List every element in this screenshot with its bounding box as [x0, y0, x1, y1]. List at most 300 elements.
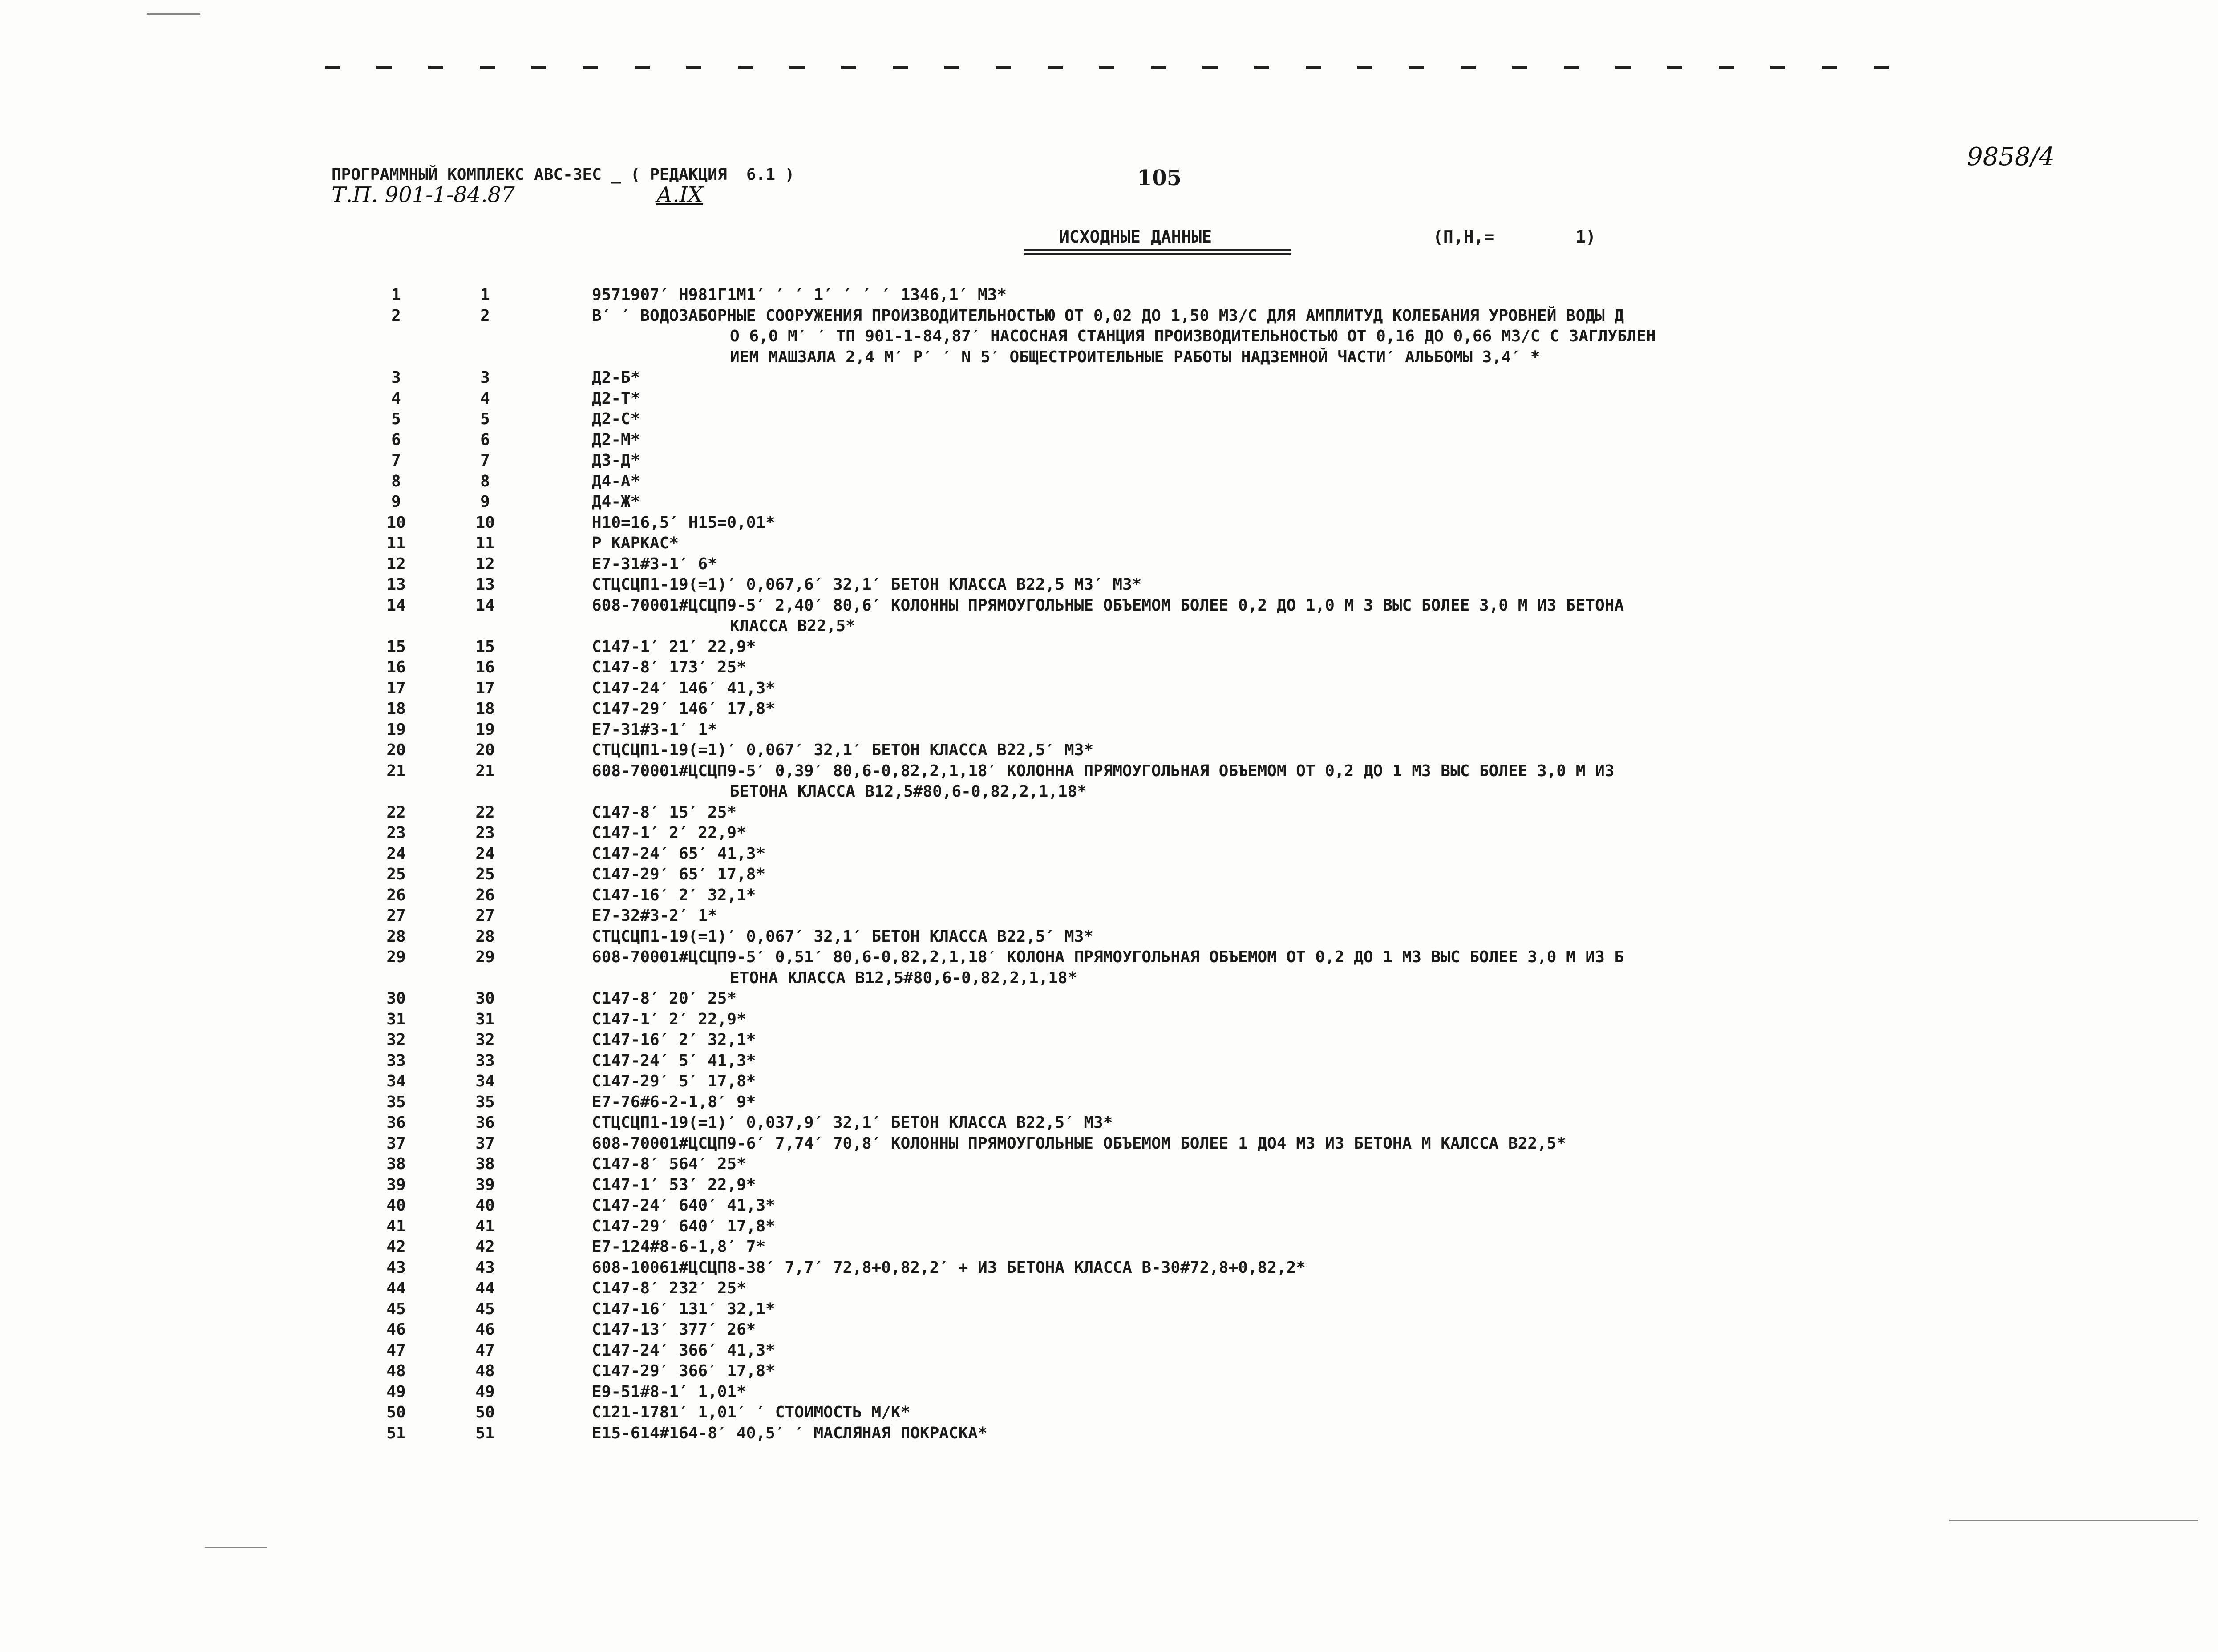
row-line: С147-8′ 232′ 25*	[592, 1279, 746, 1297]
row-index: 6	[480, 430, 490, 449]
table-row	[0, 1299, 2218, 1320]
perforation-dash	[1822, 66, 1837, 69]
scan-mark	[1949, 1520, 2198, 1521]
row-line: С147-16′ 131′ 32,1*	[592, 1300, 775, 1318]
row-continuation-line: ЕТОНА КЛАССА В12,5#80,6-0,82,2,1,18*	[730, 968, 1077, 987]
table-row	[0, 1009, 2218, 1030]
table-row	[0, 1154, 2218, 1175]
row-index: 10	[475, 513, 495, 532]
table-row	[0, 450, 2218, 471]
row-line: 608-70001#ЦСЦП9-5′ 2,40′ 80,6′ КОЛОННЫ ПРЯМОУГОЛЬНЫЕ ОБЪЕМОМ БОЛЕЕ 0,2 ДО 1,0 М 3 ВЫС БОЛЕЕ 3,0 М ИЗ БЕТОНА	[592, 596, 1624, 615]
perforation-dash	[1667, 66, 1682, 69]
table-row	[0, 285, 2218, 306]
row-number: 21	[386, 761, 406, 780]
table-row	[0, 1071, 2218, 1092]
perforation-dash	[1202, 66, 1218, 69]
row-index: 20	[475, 741, 495, 759]
perforation-dash	[583, 66, 598, 69]
perforation-dash	[738, 66, 753, 69]
row-index: 18	[475, 700, 495, 718]
row-index: 27	[475, 907, 495, 925]
row-number: 50	[386, 1403, 406, 1421]
perforation-dash	[1099, 66, 1114, 69]
row-number: 18	[386, 700, 406, 718]
row-content	[592, 657, 1945, 678]
scan-mark	[205, 1547, 267, 1548]
row-content	[592, 802, 1945, 823]
perforation-dash	[1874, 66, 1889, 69]
row-number: 14	[386, 596, 406, 615]
row-line: С121-1781′ 1,01′ ′ СТОИМОСТЬ М/К*	[592, 1403, 911, 1421]
perforation-dash	[686, 66, 701, 69]
row-number: 15	[386, 637, 406, 656]
row-number: 38	[386, 1155, 406, 1173]
row-content	[592, 927, 1945, 947]
row-index: 25	[475, 865, 495, 883]
row-index: 43	[475, 1258, 495, 1277]
perforation-dash	[531, 66, 546, 69]
row-index: 21	[475, 761, 495, 780]
row-number: 25	[386, 865, 406, 883]
table-row	[0, 306, 2218, 368]
parameter-spec: (П,Н,= 1)	[1433, 227, 1596, 247]
table-row	[0, 554, 2218, 575]
row-number: 22	[386, 803, 406, 822]
row-content	[592, 492, 1945, 513]
table-row	[0, 864, 2218, 885]
row-number: 36	[386, 1113, 406, 1132]
row-index: 38	[475, 1155, 495, 1173]
row-number: 27	[386, 907, 406, 925]
table-row	[0, 927, 2218, 947]
row-content	[592, 409, 1945, 430]
row-line: С147-24′ 65′ 41,3*	[592, 844, 766, 863]
row-line: Д3-Д*	[592, 451, 640, 470]
row-index: 39	[475, 1175, 495, 1194]
row-line: 9571907′ Н981Г1М1′ ′ ′ 1′ ′ ′ ′ 1346,1′ М3*	[592, 286, 1007, 304]
table-row	[0, 761, 2218, 802]
row-index: 29	[475, 948, 495, 966]
row-line: СТЦСЦП1-19(=1)′ 0,067′ 32,1′ БЕТОН КЛАССА В22,5′ М3*	[592, 927, 1094, 946]
perforation-dash	[428, 66, 443, 69]
table-row	[0, 389, 2218, 409]
row-content	[592, 1423, 1945, 1444]
row-index: 45	[475, 1300, 495, 1318]
table-row	[0, 823, 2218, 844]
table-row	[0, 1320, 2218, 1340]
table-row	[0, 906, 2218, 927]
table-row	[0, 595, 2218, 637]
row-content	[592, 1278, 1945, 1299]
perforation-dash	[1254, 66, 1269, 69]
row-line: С147-24′ 640′ 41,3*	[592, 1196, 775, 1215]
row-index: 48	[475, 1362, 495, 1380]
row-line: С147-1′ 53′ 22,9*	[592, 1175, 756, 1194]
perforation-dash	[944, 66, 959, 69]
table-row	[0, 471, 2218, 492]
row-line: Д4-А*	[592, 472, 640, 490]
row-index: 3	[480, 368, 490, 387]
row-index: 51	[475, 1424, 495, 1442]
row-line: Р КАРКАС*	[592, 534, 679, 552]
row-index: 47	[475, 1341, 495, 1360]
row-line: С147-1′ 2′ 22,9*	[592, 824, 746, 842]
table-row	[0, 1051, 2218, 1072]
handwritten-album-number: А.IX	[656, 182, 703, 207]
row-number: 44	[386, 1279, 406, 1297]
page-number: 105	[1137, 166, 1182, 190]
row-number: 37	[386, 1134, 406, 1153]
row-content	[592, 1258, 1945, 1279]
row-index: 37	[475, 1134, 495, 1153]
row-content	[592, 430, 1945, 451]
perforation-dash	[480, 66, 495, 69]
row-number: 12	[386, 555, 406, 573]
perforation-dash	[1512, 66, 1527, 69]
row-line: С147-16′ 2′ 32,1*	[592, 886, 756, 904]
row-content	[592, 1009, 1945, 1030]
row-number: 43	[386, 1258, 406, 1277]
row-line: СТЦСЦП1-19(=1)′ 0,067,6′ 32,1′ БЕТОН КЛАССА В22,5 М3′ М3*	[592, 575, 1142, 594]
row-line: С147-8′ 20′ 25*	[592, 989, 737, 1008]
program-header: ПРОГРАММНЫЙ КОМПЛЕКС АВС-3ЕС _ ( РЕДАКЦИЯ 6.1 )	[332, 166, 795, 184]
perforation-dashes	[325, 66, 1927, 75]
row-number: 1	[391, 286, 401, 304]
row-content	[592, 1195, 1945, 1216]
row-line: С147-16′ 2′ 32,1*	[592, 1031, 756, 1049]
row-content	[592, 906, 1945, 927]
row-index: 15	[475, 637, 495, 656]
row-content	[592, 368, 1945, 389]
row-index: 24	[475, 844, 495, 863]
perforation-dash	[789, 66, 805, 69]
row-content	[592, 947, 1945, 988]
row-content	[592, 1340, 1945, 1361]
row-index: 7	[480, 451, 490, 470]
perforation-dash	[841, 66, 856, 69]
row-number: 17	[386, 679, 406, 697]
table-row	[0, 1382, 2218, 1403]
row-index: 34	[475, 1072, 495, 1090]
row-index: 31	[475, 1010, 495, 1028]
row-line: СТЦСЦП1-19(=1)′ 0,037,9′ 32,1′ БЕТОН КЛАССА В22,5′ М3*	[592, 1113, 1113, 1132]
row-number: 8	[391, 472, 401, 490]
row-index: 30	[475, 989, 495, 1008]
row-index: 33	[475, 1051, 495, 1070]
row-number: 39	[386, 1175, 406, 1194]
row-line: 608-70001#ЦСЦП9-5′ 0,39′ 80,6-0,82,2,1,18′ КОЛОННА ПРЯМОУГОЛЬНАЯ ОБЪЕМОМ ОТ 0,2 ДО 1 М3 ВЫС БОЛЕЕ 3,0 М ИЗ	[592, 761, 1615, 780]
row-content	[592, 575, 1945, 595]
row-line: Е7-31#3-1′ 6*	[592, 555, 717, 573]
row-number: 35	[386, 1093, 406, 1111]
perforation-dash	[1409, 66, 1424, 69]
perforation-dash	[1048, 66, 1063, 69]
row-index: 13	[475, 575, 495, 594]
row-content	[592, 1216, 1945, 1237]
row-content	[592, 1361, 1945, 1382]
row-content	[592, 389, 1945, 409]
perforation-dash	[325, 66, 340, 69]
row-content	[592, 720, 1945, 741]
row-number: 29	[386, 948, 406, 966]
row-line: С147-29′ 640′ 17,8*	[592, 1217, 775, 1235]
row-number: 34	[386, 1072, 406, 1090]
handwritten-corner-number: 9858/4	[1967, 142, 2055, 171]
perforation-dash	[635, 66, 650, 69]
row-index: 35	[475, 1093, 495, 1111]
table-row	[0, 802, 2218, 823]
row-line: С147-24′ 366′ 41,3*	[592, 1341, 775, 1360]
row-content	[592, 988, 1945, 1009]
row-line: С147-24′ 5′ 41,3*	[592, 1051, 756, 1070]
row-content	[592, 533, 1945, 554]
row-content	[592, 1092, 1945, 1113]
table-row	[0, 1278, 2218, 1299]
row-number: 48	[386, 1362, 406, 1380]
row-continuation-line: ИЕМ МАШЗАЛА 2,4 М′ Р′ ′ N 5′ ОБЩЕСТРОИТЕЛЬНЫЕ РАБОТЫ НАДЗЕМНОЙ ЧАСТИ′ АЛЬБОМЫ 3,4′ *	[730, 348, 1540, 366]
row-number: 5	[391, 410, 401, 428]
row-content	[592, 595, 1945, 637]
row-content	[592, 1237, 1945, 1258]
row-number: 11	[386, 534, 406, 552]
table-row	[0, 492, 2218, 513]
table-row	[0, 1175, 2218, 1196]
row-content	[592, 864, 1945, 885]
row-content	[592, 1071, 1945, 1092]
table-row	[0, 368, 2218, 389]
row-index: 44	[475, 1279, 495, 1297]
table-row	[0, 988, 2218, 1009]
row-line: С147-13′ 377′ 26*	[592, 1320, 756, 1339]
perforation-dash	[996, 66, 1011, 69]
table-row	[0, 1361, 2218, 1382]
row-line: С147-29′ 65′ 17,8*	[592, 865, 766, 883]
row-content	[592, 1320, 1945, 1340]
row-continuation-line: БЕТОНА КЛАССА В12,5#80,6-0,82,2,1,18*	[730, 782, 1087, 801]
table-row	[0, 637, 2218, 658]
row-line: С147-29′ 366′ 17,8*	[592, 1362, 775, 1380]
row-index: 8	[480, 472, 490, 490]
table-row	[0, 513, 2218, 534]
row-number: 24	[386, 844, 406, 863]
row-number: 41	[386, 1217, 406, 1235]
row-index: 28	[475, 927, 495, 946]
row-line: С147-24′ 146′ 41,3*	[592, 679, 775, 697]
row-content	[592, 699, 1945, 720]
row-index: 14	[475, 596, 495, 615]
table-row	[0, 1113, 2218, 1134]
row-number: 3	[391, 368, 401, 387]
row-line: 608-70001#ЦСЦП9-5′ 0,51′ 80,6-0,82,2,1,18′ КОЛОНА ПРЯМОУГОЛЬНАЯ ОБЪЕМОМ ОТ 0,2 ДО 1 М3 ВЫС БОЛЕЕ 3,0 М ИЗ Б	[592, 948, 1624, 966]
row-content	[592, 885, 1945, 906]
table-row	[0, 1423, 2218, 1444]
row-index: 16	[475, 658, 495, 676]
table-row	[0, 575, 2218, 595]
row-number: 28	[386, 927, 406, 946]
row-index: 41	[475, 1217, 495, 1235]
row-line: С147-1′ 2′ 22,9*	[592, 1010, 746, 1028]
row-line: 608-70001#ЦСЦП9-6′ 7,74′ 70,8′ КОЛОННЫ ПРЯМОУГОЛЬНЫЕ ОБЪЕМОМ БОЛЕЕ 1 ДО4 М3 ИЗ БЕТОНА М КАЛССА В22,5*	[592, 1134, 1566, 1153]
table-row	[0, 885, 2218, 906]
row-index: 4	[480, 389, 490, 408]
row-line: Е7-32#3-2′ 1*	[592, 907, 717, 925]
table-row	[0, 1216, 2218, 1237]
row-line: 608-10061#ЦСЦП8-38′ 7,7′ 72,8+0,82,2′ + ИЗ БЕТОНА КЛАССА В-30#72,8+0,82,2*	[592, 1258, 1306, 1277]
row-index: 1	[480, 286, 490, 304]
row-line: Д2-М*	[592, 430, 640, 449]
row-content	[592, 678, 1945, 699]
row-content	[592, 1175, 1945, 1196]
perforation-dash	[1564, 66, 1579, 69]
table-row	[0, 657, 2218, 678]
row-line: В′ ′ ВОДОЗАБОРНЫЕ СООРУЖЕНИЯ ПРОИЗВОДИТЕЛЬНОСТЬЮ ОТ 0,02 ДО 1,50 М3/С ДЛЯ АМПЛИТУД КОЛЕБАНИЯ УРОВНЕЙ ВОДЫ Д	[592, 306, 1624, 325]
row-content	[592, 285, 1945, 306]
row-content	[592, 1113, 1945, 1134]
row-line: Е7-76#6-2-1,8′ 9*	[592, 1093, 756, 1111]
perforation-dash	[1306, 66, 1321, 69]
table-row	[0, 844, 2218, 865]
row-content	[592, 471, 1945, 492]
row-number: 40	[386, 1196, 406, 1215]
table-row	[0, 1134, 2218, 1154]
row-index: 26	[475, 886, 495, 904]
row-content	[592, 1154, 1945, 1175]
table-row	[0, 1237, 2218, 1258]
row-content	[592, 761, 1945, 802]
row-index: 23	[475, 824, 495, 842]
row-line: С147-8′ 564′ 25*	[592, 1155, 746, 1173]
row-line: Е7-124#8-6-1,8′ 7*	[592, 1238, 766, 1256]
row-content	[592, 450, 1945, 471]
row-number: 19	[386, 720, 406, 739]
table-row	[0, 1258, 2218, 1279]
table-row	[0, 720, 2218, 741]
row-index: 40	[475, 1196, 495, 1215]
row-index: 2	[480, 306, 490, 325]
row-number: 47	[386, 1341, 406, 1360]
row-number: 33	[386, 1051, 406, 1070]
table-row	[0, 1092, 2218, 1113]
table-row	[0, 409, 2218, 430]
perforation-dash	[1461, 66, 1476, 69]
row-line: СТЦСЦП1-19(=1)′ 0,067′ 32,1′ БЕТОН КЛАССА В22,5′ М3*	[592, 741, 1094, 759]
row-index: 50	[475, 1403, 495, 1421]
row-number: 9	[391, 493, 401, 511]
perforation-dash	[1357, 66, 1372, 69]
row-number: 2	[391, 306, 401, 325]
perforation-dash	[1151, 66, 1166, 69]
row-index: 42	[475, 1238, 495, 1256]
row-line: С147-29′ 5′ 17,8*	[592, 1072, 756, 1090]
row-content	[592, 1382, 1945, 1403]
data-rows	[0, 285, 2218, 1444]
title-underline	[1024, 249, 1291, 255]
row-content	[592, 1051, 1945, 1072]
row-number: 6	[391, 430, 401, 449]
row-index: 11	[475, 534, 495, 552]
row-line: С147-29′ 146′ 17,8*	[592, 700, 775, 718]
perforation-dash	[1770, 66, 1785, 69]
row-index: 49	[475, 1382, 495, 1401]
perforation-dash	[893, 66, 908, 69]
row-index: 36	[475, 1113, 495, 1132]
row-line: Е9-51#8-1′ 1,01*	[592, 1382, 746, 1401]
perforation-dash	[1615, 66, 1631, 69]
row-number: 45	[386, 1300, 406, 1318]
table-row	[0, 947, 2218, 988]
row-number: 32	[386, 1031, 406, 1049]
row-number: 46	[386, 1320, 406, 1339]
row-continuation-line: КЛАССА В22,5*	[730, 617, 855, 635]
table-row	[0, 1030, 2218, 1051]
row-index: 32	[475, 1031, 495, 1049]
table-row	[0, 1340, 2218, 1361]
row-content	[592, 513, 1945, 534]
row-number: 16	[386, 658, 406, 676]
table-row	[0, 430, 2218, 451]
row-index: 9	[480, 493, 490, 511]
row-line: Д2-Б*	[592, 368, 640, 387]
row-line: С147-8′ 173′ 25*	[592, 658, 746, 676]
row-number: 4	[391, 389, 401, 408]
row-index: 22	[475, 803, 495, 822]
row-line: С147-8′ 15′ 25*	[592, 803, 737, 822]
row-number: 10	[386, 513, 406, 532]
row-index: 17	[475, 679, 495, 697]
row-line: Д4-Ж*	[592, 493, 640, 511]
row-number: 31	[386, 1010, 406, 1028]
row-content	[592, 637, 1945, 658]
row-line: С147-1′ 21′ 22,9*	[592, 637, 756, 656]
row-number: 30	[386, 989, 406, 1008]
perforation-dash	[376, 66, 392, 69]
row-content	[592, 1299, 1945, 1320]
scan-mark	[147, 13, 200, 15]
row-index: 19	[475, 720, 495, 739]
row-content	[592, 554, 1945, 575]
row-content	[592, 1402, 1945, 1423]
row-number: 49	[386, 1382, 406, 1401]
row-line: Е7-31#3-1′ 1*	[592, 720, 717, 739]
row-line: Н10=16,5′ Н15=0,01*	[592, 513, 775, 532]
table-row	[0, 699, 2218, 720]
row-line: Е15-614#164-8′ 40,5′ ′ МАСЛЯНАЯ ПОКРАСКА*	[592, 1424, 988, 1442]
row-number: 42	[386, 1238, 406, 1256]
row-number: 20	[386, 741, 406, 759]
row-index: 5	[480, 410, 490, 428]
row-number: 26	[386, 886, 406, 904]
row-number: 7	[391, 451, 401, 470]
row-index: 12	[475, 555, 495, 573]
document-title: ИСХОДНЫЕ ДАННЫЕ	[1059, 227, 1212, 247]
perforation-dash	[1719, 66, 1734, 69]
row-content	[592, 1030, 1945, 1051]
table-row	[0, 1195, 2218, 1216]
row-number: 23	[386, 824, 406, 842]
row-continuation-line: О 6,0 М′ ′ ТП 901-1-84,87′ НАСОСНАЯ СТАНЦИЯ ПРОИЗВОДИТЕЛЬНОСТЬЮ ОТ 0,16 ДО 0,66 М3/С С ЗАГЛУБЛЕН	[730, 327, 1656, 345]
table-row	[0, 533, 2218, 554]
handwritten-project-code: Т.П. 901-1-84.87	[332, 182, 515, 207]
table-row	[0, 740, 2218, 761]
row-content	[592, 740, 1945, 761]
row-number: 13	[386, 575, 406, 594]
row-content	[592, 306, 1945, 368]
row-content	[592, 1134, 1945, 1154]
row-content	[592, 823, 1945, 844]
row-line: Д2-Т*	[592, 389, 640, 408]
row-number: 51	[386, 1424, 406, 1442]
row-line: Д2-С*	[592, 410, 640, 428]
